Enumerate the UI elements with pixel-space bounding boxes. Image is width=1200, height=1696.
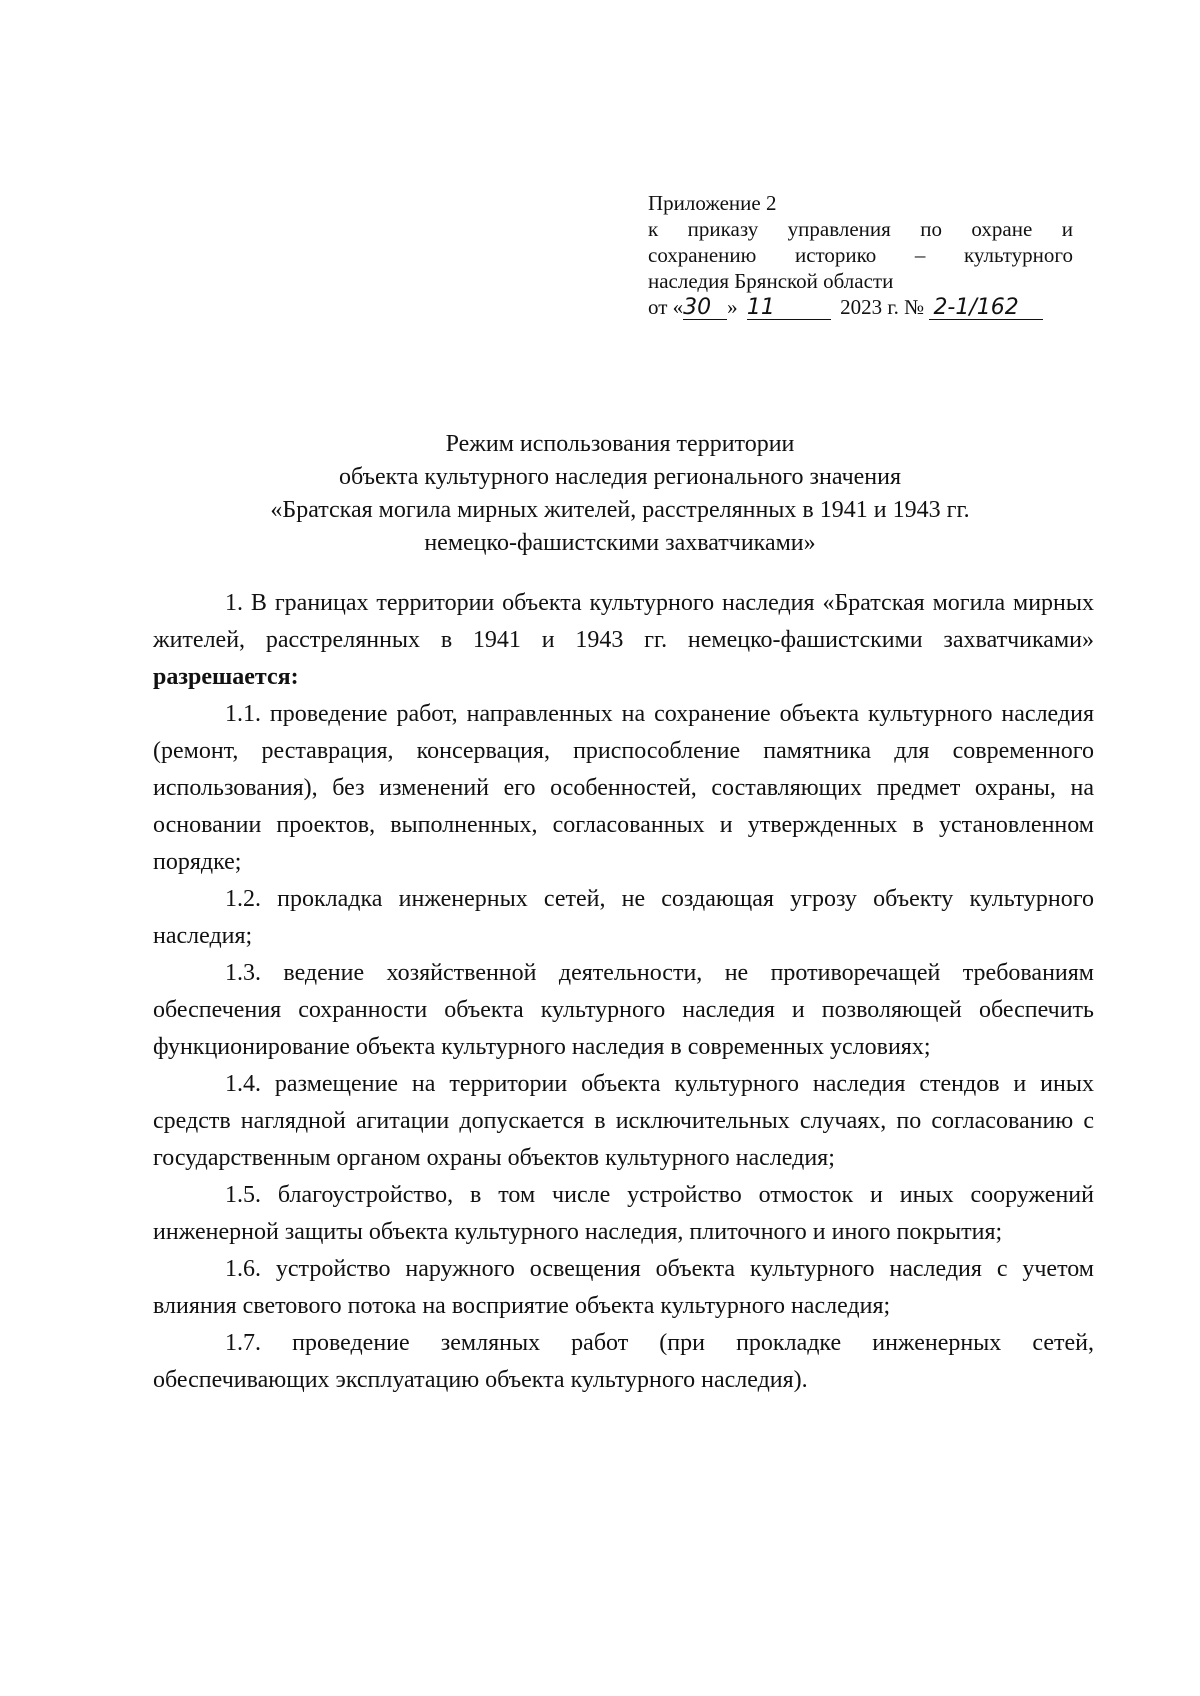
- handwritten-day: 30: [683, 297, 727, 320]
- title-line: объекта культурного наследия регионального значения: [338, 464, 902, 490]
- item-1-4: 1.4. размещение на территории объекта культурного наследия стендов и иных средств наглядной агитации допускается в исключительных случаях, по согласованию с государственным органом охраны объектов культурного наследия;: [153, 1071, 1094, 1171]
- date-year: 2023 г. №: [840, 295, 925, 319]
- appendix-order-line: к приказу управления по охране и: [648, 217, 1073, 241]
- document-title: [150, 428, 1090, 560]
- appendix-order-line: наследия Брянской области: [648, 269, 894, 293]
- date-prefix: от «: [648, 295, 684, 319]
- title-line: «Братская могила мирных жителей, расстрелянных в 1941 и 1943 гг.: [270, 497, 970, 523]
- handwritten-doc-number: 2-1/162: [929, 297, 1043, 320]
- handwritten-month: 11: [747, 297, 831, 320]
- date-mid: »: [727, 295, 738, 319]
- title-line: Режим использования территории: [445, 431, 795, 457]
- paragraph-bold-text: разрешается:: [153, 664, 299, 690]
- item-1-5: 1.5. благоустройство, в том числе устройство отмосток и иных сооружений инженерной защиты объекта культурного наследия, плиточного и иного покрытия;: [153, 1182, 1094, 1245]
- item-1-3: 1.3. ведение хозяйственной деятельности, не противоречащей требованиям обеспечения сохранности объекта культурного наследия и позволяющей обеспечить функционирование объекта культурного наследия в современных условиях;: [153, 960, 1094, 1060]
- item-1-1: 1.1. проведение работ, направленных на сохранение объекта культурного наследия (ремонт, реставрация, консервация, приспособление памятника для современного использования), без изменений его особенностей, составляющих предмет охраны, на основании проектов, выполненных, согласованных и утвержденных в установленном порядке;: [153, 701, 1094, 875]
- appendix-header: [648, 190, 1073, 320]
- appendix-order-line: сохранению историко – культурного: [648, 243, 1073, 267]
- document-body: [153, 585, 1094, 1399]
- appendix-label: Приложение 2: [648, 191, 777, 215]
- item-1-7: 1.7. проведение земляных работ (при прокладке инженерных сетей, обеспечивающих эксплуатацию объекта культурного наследия).: [153, 1330, 1094, 1393]
- item-1-2: 1.2. прокладка инженерных сетей, не создающая угрозу объекту культурного наследия;: [153, 886, 1094, 949]
- paragraph-text: 1. В границах территории объекта культурного наследия «Братская могила мирных жителей, расстрелянных в 1941 и 1943 гг. немецко-фашистскими захватчиками»: [153, 590, 1094, 653]
- appendix-date-line: [648, 294, 1073, 320]
- paragraph-1: [153, 585, 1094, 696]
- title-line: немецко-фашистскими захватчиками»: [424, 530, 816, 556]
- item-1-6: 1.6. устройство наружного освещения объекта культурного наследия с учетом влияния светового потока на восприятие объекта культурного наследия;: [153, 1256, 1094, 1319]
